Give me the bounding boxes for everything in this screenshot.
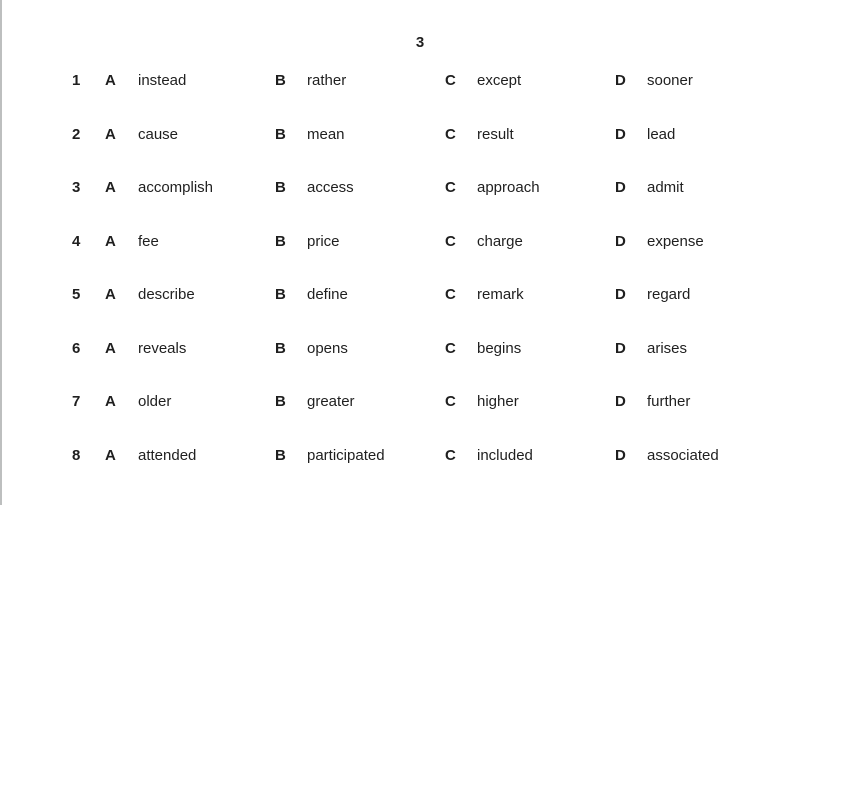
option-letter: A [105, 393, 116, 410]
option-letter: A [105, 339, 116, 357]
option-word: older [138, 393, 172, 410]
option-word: associated [647, 446, 719, 464]
option-word: further [647, 393, 691, 410]
option-letter: B [275, 232, 286, 250]
option-word: greater [307, 393, 355, 410]
option-word: reveals [138, 339, 187, 357]
option-word: access [307, 179, 354, 196]
option-word: except [477, 72, 522, 89]
option-letter: D [615, 446, 626, 464]
option-letter: D [615, 72, 626, 89]
option-word: opens [307, 339, 348, 357]
option-word: approach [477, 179, 540, 196]
option-word: regard [647, 286, 691, 303]
question-number: 3 [72, 179, 81, 196]
option-word: fee [138, 232, 159, 250]
option-word: cause [138, 125, 179, 143]
option-letter: D [615, 339, 626, 357]
option-word: included [477, 446, 533, 464]
option-letter: C [445, 125, 456, 143]
option-letter: B [275, 393, 286, 410]
question-row [0, 340, 850, 358]
option-letter: C [445, 286, 456, 303]
option-letter: B [275, 446, 286, 464]
option-letter: A [105, 179, 116, 196]
option-word: participated [307, 446, 385, 464]
question-row [0, 233, 850, 251]
option-word: begins [477, 339, 522, 357]
question-row [0, 447, 850, 465]
option-letter: C [445, 72, 456, 89]
option-word: sooner [647, 72, 693, 89]
option-letter: B [275, 179, 286, 196]
question-number: 5 [72, 286, 81, 303]
option-word: arises [647, 339, 688, 357]
option-word: accomplish [138, 179, 214, 196]
option-word: define [307, 286, 348, 303]
option-word: result [477, 125, 514, 143]
option-letter: C [445, 179, 456, 196]
option-letter: D [615, 179, 626, 196]
option-letter: A [105, 232, 116, 250]
question-number: 4 [72, 232, 81, 250]
option-word: price [307, 232, 340, 250]
question-number: 8 [72, 446, 81, 464]
page-number: 3 [415, 34, 425, 51]
question-number: 2 [72, 125, 81, 143]
question-row [0, 126, 850, 144]
option-word: rather [307, 72, 347, 89]
option-letter: D [615, 232, 626, 250]
option-letter: B [275, 286, 286, 303]
option-letter: D [615, 125, 626, 143]
question-row [0, 179, 850, 197]
option-letter: C [445, 393, 456, 410]
option-letter: C [445, 339, 456, 357]
question-row [0, 286, 850, 304]
option-letter: A [105, 286, 116, 303]
option-word: attended [138, 446, 197, 464]
option-word: admit [647, 179, 684, 196]
option-letter: A [105, 72, 116, 89]
option-letter: B [275, 339, 286, 357]
option-letter: D [615, 393, 626, 410]
option-word: describe [138, 286, 195, 303]
option-letter: A [105, 446, 116, 464]
option-word: mean [307, 125, 345, 143]
option-letter: C [445, 446, 456, 464]
question-number: 7 [72, 393, 81, 410]
option-word: instead [138, 72, 187, 89]
option-word: lead [647, 125, 676, 143]
question-number: 6 [72, 339, 81, 357]
question-row [0, 72, 850, 90]
option-letter: A [105, 125, 116, 143]
option-letter: D [615, 286, 626, 303]
option-word: higher [477, 393, 519, 410]
option-word: charge [477, 232, 523, 250]
option-letter: B [275, 125, 286, 143]
option-word: remark [477, 286, 524, 303]
option-letter: B [275, 72, 286, 89]
question-row [0, 393, 850, 411]
option-word: expense [647, 232, 704, 250]
option-letter: C [445, 232, 456, 250]
question-number: 1 [72, 72, 81, 89]
